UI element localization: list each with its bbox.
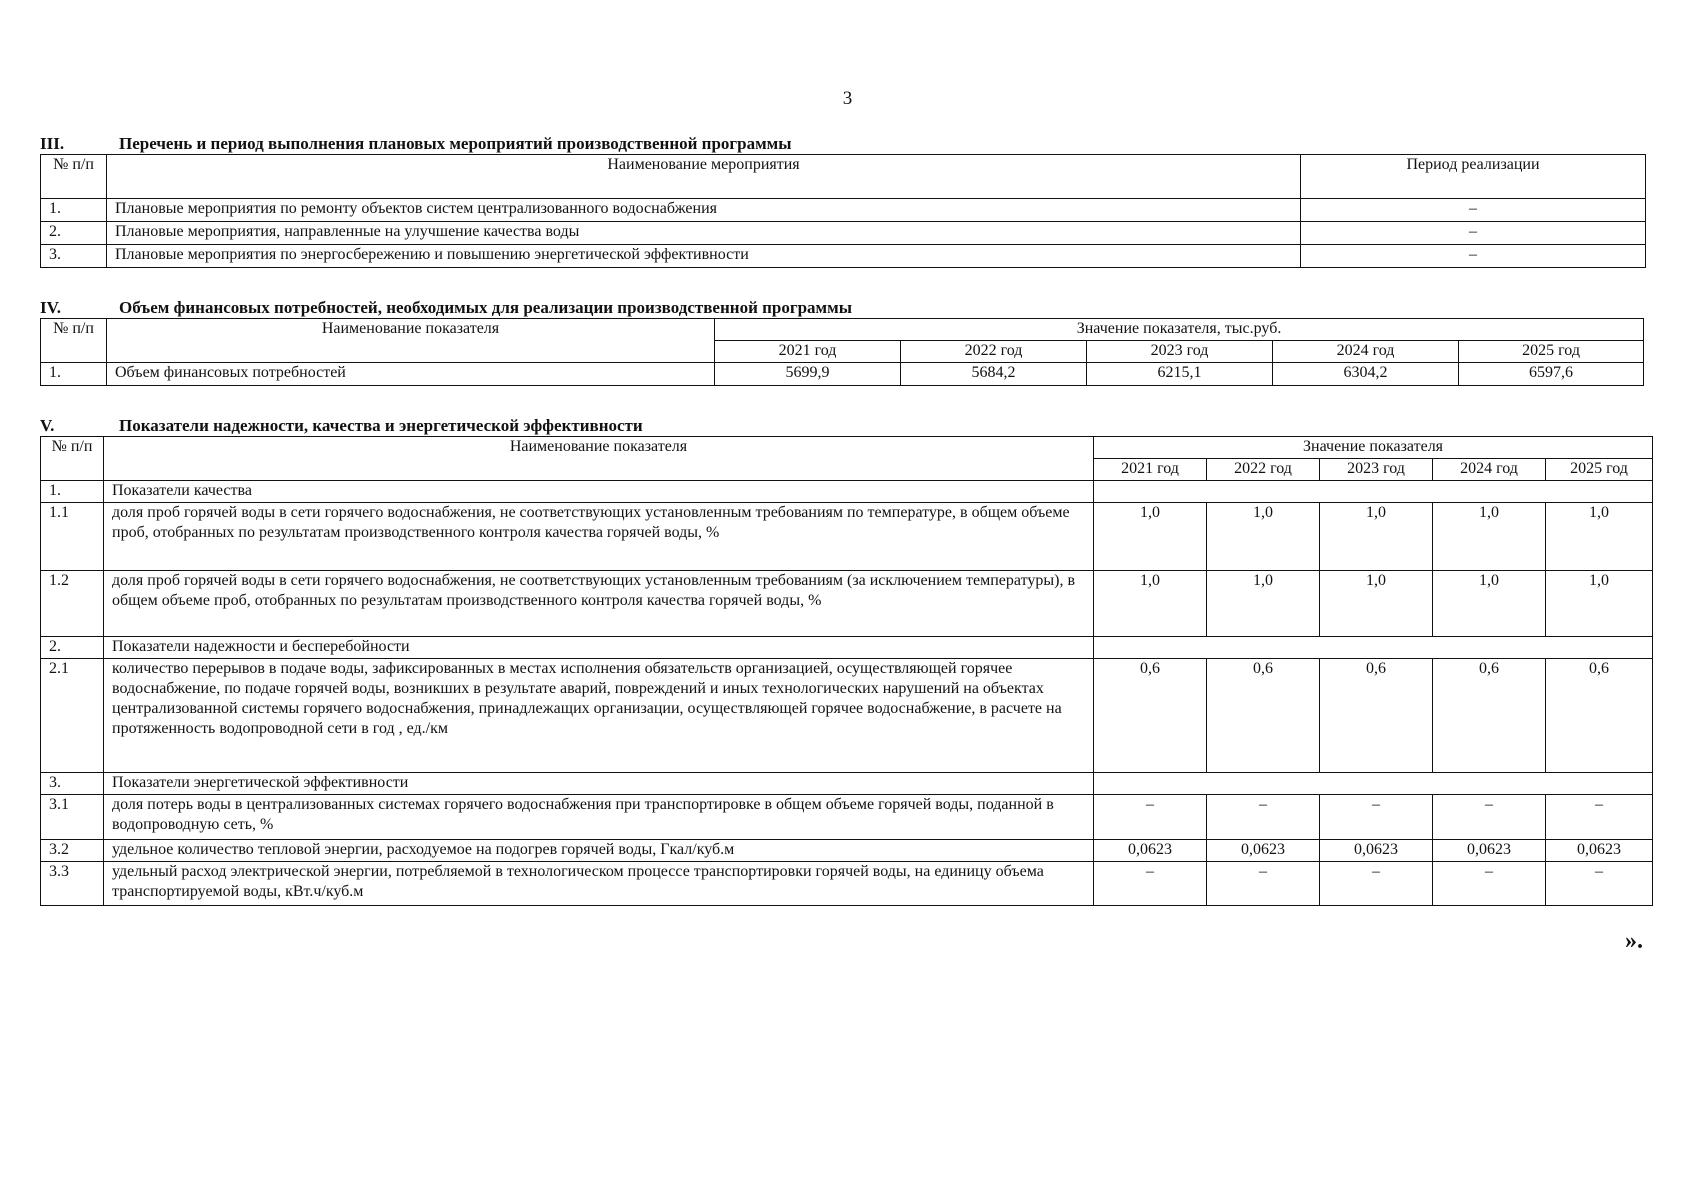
- row-measure-name: Плановые мероприятия по ремонту объектов систем централизованного водоснабжения: [107, 199, 1301, 222]
- row-period: –: [1301, 222, 1646, 245]
- row-value: –: [1094, 862, 1207, 906]
- row-num: 1.: [41, 363, 107, 386]
- row-num: 1.2: [41, 571, 104, 637]
- col-header-value: Значение показателя: [1094, 437, 1653, 459]
- table-header-row: [41, 155, 1646, 199]
- table-row: [41, 503, 1653, 571]
- section-3-heading: [40, 134, 1646, 154]
- row-value: 0,6: [1546, 659, 1653, 773]
- row-value: 1,0: [1433, 571, 1546, 637]
- row-group-name: Показатели надежности и бесперебойности: [104, 637, 1094, 659]
- planned-measures-table: [40, 154, 1646, 268]
- row-measure-name: Плановые мероприятия, направленные на улучшение качества воды: [107, 222, 1301, 245]
- row-value: 0,6: [1207, 659, 1320, 773]
- row-indicator-name: доля проб горячей воды в сети горячего водоснабжения, не соответствующих установленным требованиям (за исключением температуры), в общем объеме проб, отобранных по результатам производственного контроля качества горячей воды, %: [104, 571, 1094, 637]
- row-value: 0,6: [1320, 659, 1433, 773]
- row-num: 3.1: [41, 795, 104, 840]
- section-4-roman: IV.: [40, 298, 61, 317]
- col-header-year: 2021 год: [715, 341, 901, 363]
- table-row: [41, 659, 1653, 773]
- section-5-title: Показатели надежности, качества и энергетической эффективности: [119, 416, 643, 435]
- row-value: –: [1320, 795, 1433, 840]
- col-header-indicator-name: Наименование показателя: [107, 319, 715, 363]
- row-num: 3.: [41, 773, 104, 795]
- col-header-year: 2025 год: [1459, 341, 1644, 363]
- row-value: 0,0623: [1433, 840, 1546, 862]
- row-value: 1,0: [1546, 503, 1653, 571]
- col-header-year: 2023 год: [1087, 341, 1273, 363]
- table-group-row: [41, 637, 1653, 659]
- row-indicator-name: количество перерывов в подаче воды, зафиксированных в местах исполнения обязательств организацией, осуществляющей горячее водоснабжение, по подаче горячей воды, возникших в результате аварий, повреждений и иных технологических нарушений на объектах централизованной системы горячего водоснабжения, принадлежащих организации, осуществляющей горячее водоснабжение, в расчете на протяженность водопроводной сети в год , ед./км: [104, 659, 1094, 773]
- section-3-roman: III.: [40, 134, 65, 153]
- row-num: 1.: [41, 481, 104, 503]
- col-header-num: № п/п: [41, 155, 107, 199]
- row-value: 6215,1: [1087, 363, 1273, 386]
- col-header-num: № п/п: [41, 319, 107, 363]
- section-3: [40, 134, 1646, 268]
- col-header-year: 2024 год: [1433, 459, 1546, 481]
- row-group-empty: [1094, 773, 1653, 795]
- row-num: 2.: [41, 637, 104, 659]
- row-num: 1.1: [41, 503, 104, 571]
- section-4-title: Объем финансовых потребностей, необходимых для реализации производственной программы: [119, 298, 852, 317]
- row-value: –: [1207, 795, 1320, 840]
- row-value: –: [1207, 862, 1320, 906]
- row-value: 1,0: [1433, 503, 1546, 571]
- row-value: 1,0: [1094, 503, 1207, 571]
- row-value: –: [1546, 862, 1653, 906]
- row-value: 0,0623: [1320, 840, 1433, 862]
- row-value: 0,6: [1433, 659, 1546, 773]
- row-value: 5684,2: [901, 363, 1087, 386]
- section-4-heading: [40, 298, 1644, 318]
- row-value: 1,0: [1546, 571, 1653, 637]
- row-group-name: Показатели энергетической эффективности: [104, 773, 1094, 795]
- row-value: 1,0: [1094, 571, 1207, 637]
- row-num: 3.2: [41, 840, 104, 862]
- section-3-title: Перечень и период выполнения плановых мероприятий производственной программы: [119, 134, 792, 153]
- row-value: 1,0: [1207, 571, 1320, 637]
- row-value: –: [1546, 795, 1653, 840]
- row-value: 0,0623: [1094, 840, 1207, 862]
- row-value: –: [1433, 795, 1546, 840]
- row-value: –: [1320, 862, 1433, 906]
- row-period: –: [1301, 199, 1646, 222]
- row-value: –: [1433, 862, 1546, 906]
- col-header-indicator-name: Наименование показателя: [104, 437, 1094, 481]
- section-5-roman: V.: [40, 416, 55, 435]
- table-header-row: [41, 319, 1644, 341]
- row-measure-name: Плановые мероприятия по энергосбережению и повышению энергетической эффективности: [107, 245, 1301, 268]
- row-value: 1,0: [1320, 571, 1433, 637]
- row-value: 1,0: [1207, 503, 1320, 571]
- col-header-year: 2024 год: [1273, 341, 1459, 363]
- table-row: [41, 222, 1646, 245]
- row-indicator-name: доля потерь воды в централизованных системах горячего водоснабжения при транспортировке в общем объеме горячей воды, поданной в водопроводную сеть, %: [104, 795, 1094, 840]
- row-value: 6597,6: [1459, 363, 1644, 386]
- table-row: [41, 795, 1653, 840]
- table-row: [41, 245, 1646, 268]
- col-header-year: 2021 год: [1094, 459, 1207, 481]
- row-num: 2.: [41, 222, 107, 245]
- row-value: 0,0623: [1546, 840, 1653, 862]
- row-value: 0,0623: [1207, 840, 1320, 862]
- col-header-year: 2022 год: [901, 341, 1087, 363]
- col-header-measure-name: Наименование мероприятия: [107, 155, 1301, 199]
- section-5: [40, 416, 1653, 906]
- col-header-year: 2025 год: [1546, 459, 1653, 481]
- row-group-empty: [1094, 481, 1653, 503]
- page-number: 3: [842, 88, 853, 109]
- table-row: [41, 840, 1653, 862]
- row-group-empty: [1094, 637, 1653, 659]
- row-value: 5699,9: [715, 363, 901, 386]
- col-header-value: Значение показателя, тыс.руб.: [715, 319, 1644, 341]
- row-group-name: Показатели качества: [104, 481, 1094, 503]
- financial-needs-table: [40, 318, 1644, 386]
- section-5-heading: [40, 416, 1653, 436]
- row-indicator-name: доля проб горячей воды в сети горячего водоснабжения, не соответствующих установленным требованиям по температуре, в общем объеме проб, отобранных по результатам производственного контроля качества горячей воды, %: [104, 503, 1094, 571]
- col-header-year: 2023 год: [1320, 459, 1433, 481]
- row-num: 3.: [41, 245, 107, 268]
- row-indicator-name: удельный расход электрической энергии, потребляемой в технологическом процессе транспортировки горячей воды, на единицу объема транспортируемой воды, кВт.ч/куб.м: [104, 862, 1094, 906]
- row-value: 0,6: [1094, 659, 1207, 773]
- closing-quote-mark: ».: [1625, 928, 1643, 954]
- table-row: [41, 199, 1646, 222]
- row-num: 3.3: [41, 862, 104, 906]
- col-header-year: 2022 год: [1207, 459, 1320, 481]
- col-header-num: № п/п: [41, 437, 104, 481]
- row-value: –: [1094, 795, 1207, 840]
- table-group-row: [41, 773, 1653, 795]
- row-indicator-name: Объем финансовых потребностей: [107, 363, 715, 386]
- col-header-period: Период реализации: [1301, 155, 1646, 199]
- row-value: 1,0: [1320, 503, 1433, 571]
- table-row: [41, 363, 1644, 386]
- row-value: 6304,2: [1273, 363, 1459, 386]
- row-num: 1.: [41, 199, 107, 222]
- table-row: [41, 571, 1653, 637]
- performance-indicators-table: [40, 436, 1653, 906]
- row-indicator-name: удельное количество тепловой энергии, расходуемое на подогрев горячей воды, Гкал/куб.м: [104, 840, 1094, 862]
- section-4: [40, 298, 1644, 386]
- table-row: [41, 862, 1653, 906]
- row-num: 2.1: [41, 659, 104, 773]
- table-group-row: [41, 481, 1653, 503]
- row-period: –: [1301, 245, 1646, 268]
- table-header-row: [41, 437, 1653, 459]
